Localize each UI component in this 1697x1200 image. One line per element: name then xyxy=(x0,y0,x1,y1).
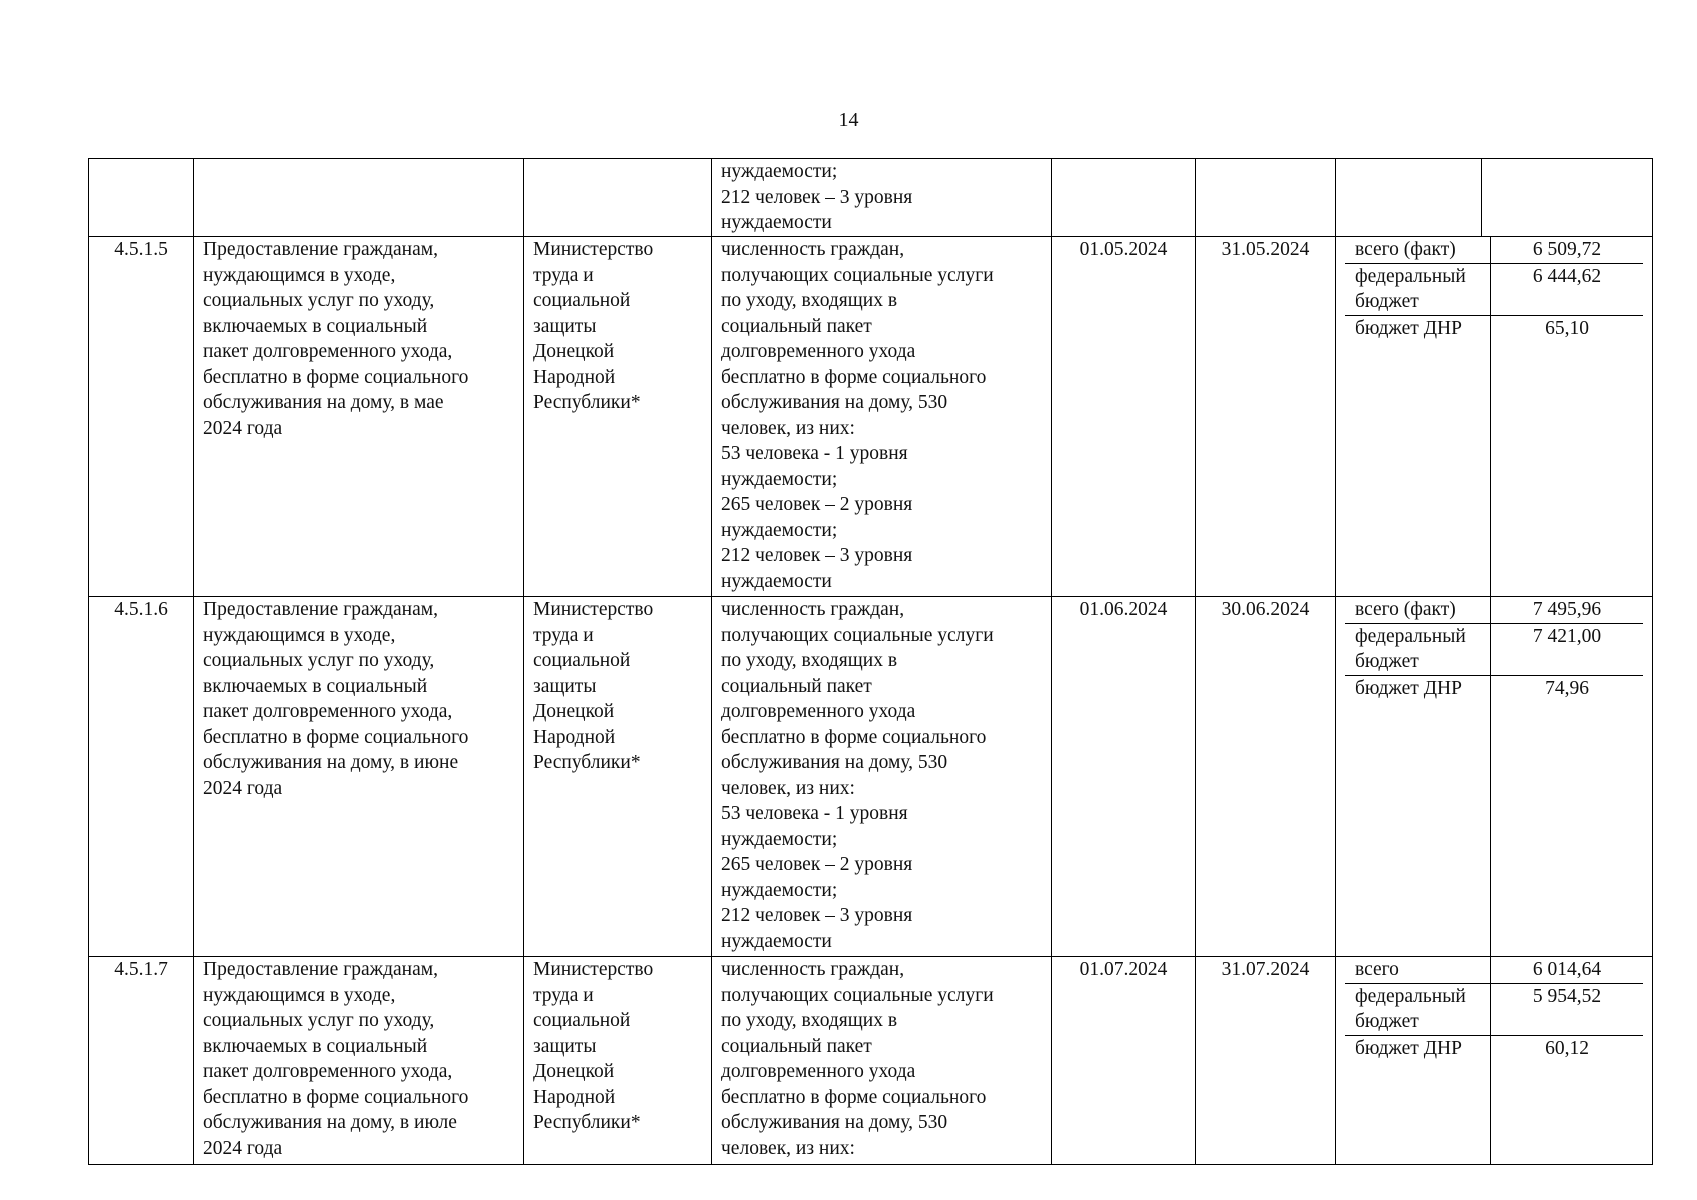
result-line: человек, из них: xyxy=(721,1137,855,1159)
executor-cell xyxy=(524,957,712,1165)
executor-line: социальной xyxy=(533,650,631,671)
executor-line: Республики* xyxy=(533,1112,641,1133)
result-line: 265 человек – 2 уровня xyxy=(721,494,913,515)
finance-federal-label-line: федеральный xyxy=(1355,625,1466,647)
cont-fin-label-cell xyxy=(1336,159,1482,237)
finance-regional-row xyxy=(1345,1036,1643,1165)
executor-line: Донецкой xyxy=(533,701,615,722)
event-cell xyxy=(194,237,524,597)
executor-line: Народной xyxy=(533,366,616,388)
end-date: 30.06.2024 xyxy=(1196,597,1336,957)
executor-line: защиты xyxy=(533,675,597,697)
finance-regional-value: 60,12 xyxy=(1545,1037,1589,1059)
cont-num-cell xyxy=(89,159,194,237)
finance-federal-value: 6 444,62 xyxy=(1532,265,1602,287)
result-line: по уходу, входящих в xyxy=(721,1010,898,1031)
executor-line: Донецкой xyxy=(533,1061,615,1082)
finance-total-row xyxy=(1345,237,1643,264)
executor-line: защиты xyxy=(533,1035,597,1057)
event-line: Предоставление гражданам, xyxy=(203,239,438,260)
event-line: пакет долговременного ухода, xyxy=(203,701,453,722)
event-line: включаемых в социальный xyxy=(203,675,428,697)
finance-total-value: 7 495,96 xyxy=(1532,599,1602,620)
result-line: бесплатно в форме социального xyxy=(721,726,987,748)
plan-table xyxy=(88,158,1653,1165)
result-line: долговременного ухода xyxy=(721,1061,916,1082)
executor-line: Донецкой xyxy=(533,341,615,362)
finance-total-value: 6 509,72 xyxy=(1532,239,1602,260)
event-cell xyxy=(194,957,524,1165)
event-line: нуждающимся в уходе, xyxy=(203,624,396,646)
event-line: пакет долговременного ухода, xyxy=(203,341,453,362)
finance-regional-value: 65,10 xyxy=(1545,317,1589,339)
result-line: 53 человека - 1 уровня xyxy=(721,443,908,464)
executor-line: Республики* xyxy=(533,752,641,773)
event-line: бесплатно в форме социального xyxy=(203,366,469,388)
result-line: долговременного ухода xyxy=(721,701,916,722)
result-line: численность граждан, xyxy=(721,959,905,980)
finance-regional-value: 74,96 xyxy=(1545,677,1589,699)
item-number: 4.5.1.6 xyxy=(89,597,194,957)
event-line: 2024 года xyxy=(203,417,283,439)
cont-event-cell xyxy=(194,159,524,237)
finance-federal-label xyxy=(1345,264,1491,315)
finance-federal-value: 7 421,00 xyxy=(1532,625,1602,647)
result-line: нуждаемости; xyxy=(721,828,838,850)
event-cell xyxy=(194,597,524,957)
result-line: нуждаемости xyxy=(721,930,832,952)
finance-federal-row xyxy=(1345,264,1643,316)
start-date: 01.07.2024 xyxy=(1052,957,1196,1165)
finance-federal-row xyxy=(1345,624,1643,676)
event-line: 2024 года xyxy=(203,777,283,799)
finance-block xyxy=(1345,597,1643,956)
event-line: нуждающимся в уходе, xyxy=(203,264,396,286)
result-line: бесплатно в форме социального xyxy=(721,1086,987,1108)
finance-total-label: всего xyxy=(1345,957,1491,983)
executor-line: социальной xyxy=(533,290,631,311)
result-line: обслуживания на дому, 530 xyxy=(721,752,948,773)
event-line: бесплатно в форме социального xyxy=(203,1086,469,1108)
continuation-row xyxy=(89,159,1653,237)
result-line: 265 человек – 2 уровня xyxy=(721,854,913,875)
executor-line: Республики* xyxy=(533,392,641,413)
executor-cell xyxy=(524,597,712,957)
event-line: социальных услуг по уходу, xyxy=(203,650,435,671)
finance-block xyxy=(1345,237,1643,596)
result-line: бесплатно в форме социального xyxy=(721,366,987,388)
result-line: 212 человек – 3 уровня xyxy=(721,545,913,566)
event-line: Предоставление гражданам, xyxy=(203,599,438,620)
result-line: получающих социальные услуги xyxy=(721,984,994,1006)
executor-line: Народной xyxy=(533,1086,616,1108)
result-line: численность граждан, xyxy=(721,239,905,260)
event-line: включаемых в социальный xyxy=(203,315,428,337)
table-row xyxy=(89,597,1653,957)
result-line: нуждаемости; xyxy=(721,519,838,541)
event-line: обслуживания на дому, в июле xyxy=(203,1112,457,1133)
executor-line: труда и xyxy=(533,984,594,1006)
finance-total-label: всего (факт) xyxy=(1345,237,1491,263)
cont-end-cell xyxy=(1196,159,1336,237)
cont-result-cell xyxy=(712,159,1052,237)
event-line: социальных услуг по уходу, xyxy=(203,290,435,311)
finance-regional-label: бюджет ДНР xyxy=(1345,316,1491,597)
finance-federal-value: 5 954,52 xyxy=(1532,985,1602,1007)
result-line: получающих социальные услуги xyxy=(721,624,994,646)
event-line: обслуживания на дому, в мае xyxy=(203,392,444,413)
finance-block xyxy=(1345,957,1643,1164)
executor-cell xyxy=(524,237,712,597)
finance-regional-label: бюджет ДНР xyxy=(1345,676,1491,957)
end-date: 31.07.2024 xyxy=(1196,957,1336,1165)
finance-total-label: всего (факт) xyxy=(1345,597,1491,623)
finance-federal-label-line: федеральный xyxy=(1355,265,1466,287)
cont-start-cell xyxy=(1052,159,1196,237)
result-cell xyxy=(712,957,1052,1165)
result-line: человек, из них: xyxy=(721,777,855,799)
cont-line: нуждаемости xyxy=(721,212,832,233)
result-line: по уходу, входящих в xyxy=(721,650,898,671)
event-line: обслуживания на дому, в июне xyxy=(203,752,459,773)
finance-regional-row xyxy=(1345,676,1643,957)
executor-line: труда и xyxy=(533,264,594,286)
finance-cell xyxy=(1336,597,1653,957)
result-line: 53 человека - 1 уровня xyxy=(721,803,908,824)
executor-line: труда и xyxy=(533,624,594,646)
event-line: социальных услуг по уходу, xyxy=(203,1010,435,1031)
finance-regional-label: бюджет ДНР xyxy=(1345,1036,1491,1165)
finance-federal-row xyxy=(1345,984,1643,1036)
finance-total-row xyxy=(1345,957,1643,984)
finance-federal-label-line: бюджет xyxy=(1355,291,1419,312)
cont-executor-cell xyxy=(524,159,712,237)
finance-federal-label xyxy=(1345,984,1491,1035)
finance-cell xyxy=(1336,957,1653,1165)
cont-line: нуждаемости; xyxy=(721,161,838,182)
finance-total-value: 6 014,64 xyxy=(1532,959,1602,980)
finance-regional-row xyxy=(1345,316,1643,597)
executor-line: Министерство xyxy=(533,599,654,620)
result-line: обслуживания на дому, 530 xyxy=(721,1112,948,1133)
result-line: нуждаемости; xyxy=(721,879,838,901)
executor-line: социальной xyxy=(533,1010,631,1031)
result-line: обслуживания на дому, 530 xyxy=(721,392,948,413)
result-line: социальный пакет xyxy=(721,315,872,337)
result-line: человек, из них: xyxy=(721,417,855,439)
cont-line: 212 человек – 3 уровня xyxy=(721,186,913,208)
finance-federal-label xyxy=(1345,624,1491,675)
table-row xyxy=(89,237,1653,597)
finance-federal-label-line: бюджет xyxy=(1355,651,1419,672)
cont-fin-value-cell xyxy=(1482,159,1653,237)
finance-total-row xyxy=(1345,597,1643,624)
table-row xyxy=(89,957,1653,1165)
executor-line: Министерство xyxy=(533,959,654,980)
result-line: социальный пакет xyxy=(721,675,872,697)
event-line: нуждающимся в уходе, xyxy=(203,984,396,1006)
finance-cell xyxy=(1336,237,1653,597)
start-date: 01.05.2024 xyxy=(1052,237,1196,597)
event-line: бесплатно в форме социального xyxy=(203,726,469,748)
start-date: 01.06.2024 xyxy=(1052,597,1196,957)
finance-federal-label-line: федеральный xyxy=(1355,985,1466,1007)
result-line: по уходу, входящих в xyxy=(721,290,898,311)
event-line: 2024 года xyxy=(203,1137,283,1159)
result-line: социальный пакет xyxy=(721,1035,872,1057)
item-number: 4.5.1.7 xyxy=(89,957,194,1165)
executor-line: защиты xyxy=(533,315,597,337)
result-line: 212 человек – 3 уровня xyxy=(721,905,913,926)
result-line: получающих социальные услуги xyxy=(721,264,994,286)
result-cell xyxy=(712,597,1052,957)
event-line: Предоставление гражданам, xyxy=(203,959,438,980)
result-line: нуждаемости xyxy=(721,570,832,592)
item-number: 4.5.1.5 xyxy=(89,237,194,597)
page-number: 14 xyxy=(838,109,859,131)
executor-line: Народной xyxy=(533,726,616,748)
result-line: численность граждан, xyxy=(721,599,905,620)
result-cell xyxy=(712,237,1052,597)
executor-line: Министерство xyxy=(533,239,654,260)
end-date: 31.05.2024 xyxy=(1196,237,1336,597)
result-line: долговременного ухода xyxy=(721,341,916,362)
event-line: включаемых в социальный xyxy=(203,1035,428,1057)
result-line: нуждаемости; xyxy=(721,468,838,490)
event-line: пакет долговременного ухода, xyxy=(203,1061,453,1082)
finance-federal-label-line: бюджет xyxy=(1355,1011,1419,1032)
